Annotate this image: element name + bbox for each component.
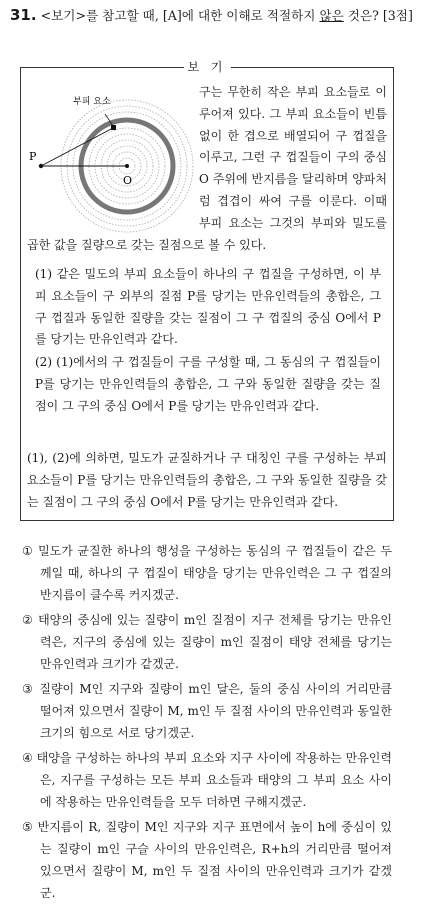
choice-3[interactable]: ③ 질량이 M인 지구와 질량이 m인 달은, 둘의 중심 사이의 거리만큼 떨어져 있으면서 질량이 M, m인 두 질점 사이의 만유인력과 동일한 크기의 힘으로 서로 당기겠군. [22, 682, 392, 740]
label-p: P [29, 150, 37, 163]
answer-choices [22, 540, 392, 907]
question-text: <보기>를 참고할 때, [A]에 대한 이해로 적절하지 [40, 8, 320, 23]
question-header [10, 4, 424, 27]
label-o: O [123, 174, 133, 187]
bogi-title: 보 기 [21, 59, 393, 75]
question-text-end: 것은? [3점] [343, 8, 413, 23]
bogi-item-1: (1) 같은 밀도의 부피 요소들이 하나의 구 껍질을 구성하면, 이 부피 요소들이 구 외부의 질점 P를 당기는 만유인력들의 총합은, 그 구 껍질과 동일한 질량을 갖는 질점이 그 구 껍질의 중심 O에서 P를 당기는 만유인력과 같다. [35, 267, 381, 347]
bogi-box [20, 60, 394, 521]
bogi-intro: 구는 무한히 작은 부피 요소들로 이루어져 있다. 그 부피 요소들이 빈틈없이 한 겹으로 배열되어 구 껍질을 이루고, 그런 구 껍질들이 구의 중심 O 주위에 반지름을 달리하며 양파처럼 겹겹이 싸여 구를 이룬다. 이때 부피 요소는 그것의 부피와 밀도를 곱한 값을 질량으로 갖는 질점으로 볼 수 있다. [27, 85, 387, 252]
bogi-item-2: (2) (1)에서의 구 껍질들이 구를 구성할 때, 그 동심의 구 껍질들이 P를 당기는 만유인력들의 총합은, 그 구와 동일한 질량을 갖는 질점이 그 구의 중심 O에서 P를 당기는 만유인력과 같다. [35, 355, 381, 413]
question-underlined: 않은 [319, 8, 344, 23]
question-number: 31. [10, 6, 37, 24]
choice-1[interactable]: ① 밀도가 균질한 하나의 행성을 구성하는 동심의 구 껍질들이 같은 두께일 때, 하나의 구 껍질이 태양을 당기는 만유인력은 그 구 껍질의 반지름이 클수록 커지겠군. [22, 544, 392, 602]
bogi-conclusion: (1), (2)에 의하면, 밀도가 균질하거나 구 대칭인 구를 구성하는 부피 요소들이 P를 당기는 만유인력들의 총합은, 그 구와 동일한 질량을 갖는 질점이 그 구의 중심 O에서 P를 당기는 만유인력과 같다. [27, 451, 387, 509]
choice-5[interactable]: ⑤ 반지름이 R, 질량이 M인 지구와 지구 표면에서 높이 h에 중심이 있는 질량이 m인 구슬 사이의 만유인력은, R+h의 거리만큼 떨어져 있으면서 질량이 M, m인 두 질점 사이의 만유인력과 크기가 같겠군. [22, 820, 392, 900]
choice-4[interactable]: ④ 태양을 구성하는 하나의 부피 요소와 지구 사이에 작용하는 만유인력은, 지구를 구성하는 모든 부피 요소들과 태양의 그 부피 요소 사이에 작용하는 만유인력들을 모두 더하면 구해지겠군. [22, 751, 392, 809]
choice-2[interactable]: ② 태양의 중심에 있는 질량이 m인 질점이 지구 전체를 당기는 만유인력은, 지구의 중심에 있는 질량이 m인 질점이 태양 전체를 당기는 만유인력과 크기가 같겠군. [22, 613, 392, 671]
label-volume-element: 부피 요소 [73, 97, 111, 107]
